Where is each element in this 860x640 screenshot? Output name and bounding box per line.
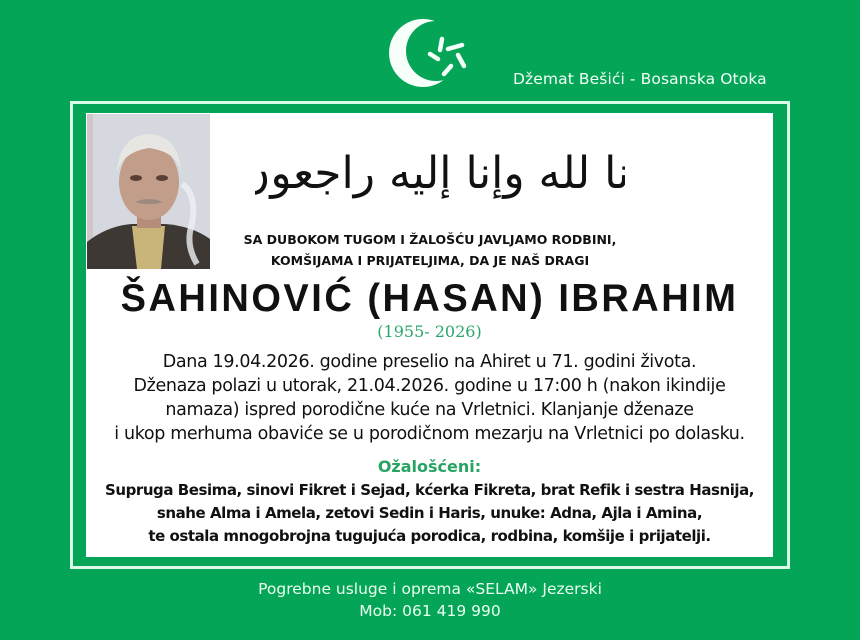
- body-line: i ukop merhuma obaviće se u porodičnom mezarju na Vrletnici po dolasku.: [114, 424, 745, 444]
- intro-line: SA DUBOKOM TUGOM I ŽALOŠĆU JAVLJAMO RODBINI,: [243, 232, 617, 247]
- crescent-and-star-icon: [388, 14, 478, 94]
- body-line: namaza) ispred porodične kuće na Vrletnici. Klanjanje dženaze: [165, 400, 694, 420]
- arabic-calligraphy: [255, 126, 625, 210]
- mourners-heading: Ožalošćeni:: [377, 457, 482, 476]
- mourners-list: [86, 479, 773, 548]
- body-line: Dženaza polazi u utorak, 21.04.2026. godine u 17:00 h (nakon ikindije: [133, 376, 726, 396]
- intro-text: [210, 229, 650, 271]
- deceased-name: ŠAHINOVIĆ (HASAN) IBRAHIM: [120, 277, 739, 321]
- mourners-line: te ostala mnogobrojna tugujuća porodica, rodbina, komšije i prijatelji.: [148, 527, 711, 545]
- life-years: (1955- 2026): [377, 322, 482, 341]
- footer-company: Pogrebne usluge i oprema «SELAM» Jezerski: [258, 580, 602, 598]
- announcement-body: [86, 350, 773, 446]
- mourners-line: Supruga Besima, sinovi Fikret i Sejad, kćerka Fikreta, brat Refik i sestra Hasnija,: [105, 481, 754, 499]
- portrait-photo: [87, 114, 210, 269]
- organization-title: Džemat Bešići - Bosanska Otoka: [513, 70, 767, 88]
- body-line: Dana 19.04.2026. godine preselio na Ahiret u 71. godini života.: [162, 352, 697, 372]
- svg-text:إنا لله وإنا إليه راجعون: إنا لله وإنا إليه راجعون: [255, 148, 625, 199]
- intro-line: KOMŠIJAMA I PRIJATELJIMA, DA JE NAŠ DRAGI: [270, 253, 590, 268]
- mourners-line: snahe Alma i Amela, zetovi Sedin i Haris, unuke: Adna, Ajla i Amina,: [156, 504, 703, 522]
- footer-funeral-services: [0, 578, 860, 622]
- footer-phone: Mob: 061 419 990: [359, 602, 501, 620]
